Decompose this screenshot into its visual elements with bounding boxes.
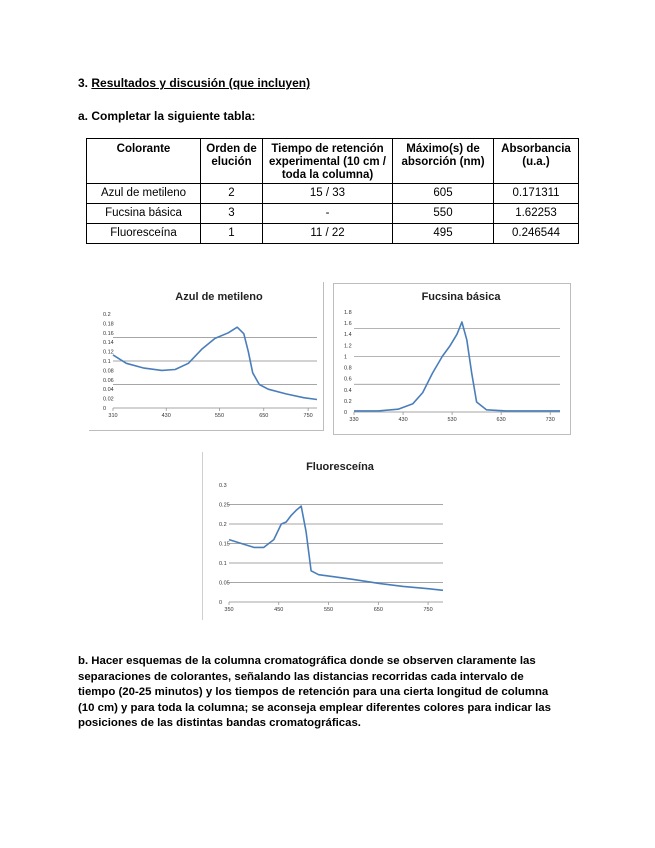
y-tick-label: 0.2 [344, 398, 352, 405]
section-heading [78, 76, 310, 90]
table-cell: 1 [201, 224, 263, 244]
y-tick-label: 0.04 [103, 387, 114, 394]
table-cell: Azul de metileno [87, 184, 201, 204]
x-tick-label: 650 [259, 413, 269, 419]
series-line [229, 506, 443, 590]
y-tick-label: 1 [344, 354, 348, 361]
x-tick-label: 750 [303, 413, 313, 419]
table-cell: 0.246544 [494, 224, 579, 244]
table-row [87, 224, 579, 244]
y-tick-label: 0.8 [344, 365, 352, 372]
y-tick-label: 0.08 [103, 368, 114, 375]
section-number: 3. [78, 76, 89, 90]
y-tick-label: 0.02 [103, 396, 114, 403]
x-tick-label: 330 [349, 417, 359, 423]
y-tick-label: 0.4 [344, 387, 352, 394]
results-table [86, 138, 579, 244]
table-cell: 3 [201, 204, 263, 224]
table-header-row [87, 139, 579, 184]
paragraph-line: tiempo (20-25 minutos) y los tiempos de retención para una cierta longitud de columna [78, 686, 549, 698]
y-tick-label: 0.2 [103, 312, 111, 318]
chart-fucsina-basica [333, 283, 571, 435]
table-cell: 11 / 22 [263, 224, 393, 244]
y-tick-label: 0 [103, 406, 107, 412]
y-tick-label: 0 [219, 600, 223, 606]
y-tick-label: 0.25 [219, 502, 230, 509]
x-tick-label: 630 [496, 417, 506, 423]
x-tick-label: 550 [214, 413, 225, 419]
x-tick-label: 430 [161, 413, 171, 419]
y-tick-label: 0.3 [219, 483, 227, 489]
table-cell: Fucsina básica [87, 204, 201, 224]
table-row [87, 204, 579, 224]
y-tick-label: 0.1 [103, 359, 111, 365]
header-orden: Orden de elución [201, 139, 263, 184]
paragraph-line: separaciones de colorantes, señalando las distancias recorridas cada intervalo de [78, 670, 524, 683]
table-cell: 2 [201, 184, 263, 204]
chart-fluoresceina [202, 452, 448, 620]
y-tick-label: 1.4 [344, 332, 352, 339]
y-tick-label: 0.05 [219, 580, 230, 587]
x-tick-label: 750 [423, 607, 433, 613]
x-tick-label: 550 [323, 607, 334, 613]
table-cell: Fluoresceína [87, 224, 201, 244]
paragraph-line: (10 cm) y para toda la columna; se aconseja emplear diferentes colores para indicar las [78, 701, 551, 714]
chart-svg [334, 284, 570, 434]
x-tick-label: 310 [108, 413, 118, 419]
chart-title: Fucsina básica [421, 291, 501, 303]
y-tick-label: 1.2 [344, 343, 352, 350]
table-row [87, 184, 579, 204]
header-colorante: Colorante [87, 139, 201, 184]
x-tick-label: 650 [373, 607, 383, 613]
x-tick-label: 350 [224, 607, 234, 613]
y-tick-label: 0.12 [103, 349, 114, 356]
paragraph-line: b. Hacer esquemas de la columna cromatográfica donde se observen claramente las [78, 655, 536, 667]
section-title: Resultados y discusión (que incluyen) [91, 76, 311, 90]
table-cell: 15 / 33 [263, 184, 393, 204]
paragraph-line: posiciones de las distintas bandas cromatográficas. [78, 717, 361, 729]
y-tick-label: 0.16 [103, 330, 114, 337]
header-absorbancia: Absorbancia (u.a.) [494, 139, 579, 184]
table-cell: 0.171311 [494, 184, 579, 204]
header-tiempo: Tiempo de retención experimental (10 cm / toda la columna) [263, 139, 393, 184]
y-tick-label: 0 [344, 410, 348, 416]
table-cell: - [263, 204, 393, 224]
y-tick-label: 0.18 [103, 321, 114, 328]
part-b-paragraph [78, 654, 578, 732]
y-tick-label: 0.6 [344, 376, 352, 383]
series-line [354, 322, 560, 411]
table-cell: 495 [393, 224, 494, 244]
y-tick-label: 1.8 [344, 310, 352, 316]
part-a-heading: a. Completar la siguiente tabla: [78, 109, 256, 123]
y-tick-label: 0.1 [219, 561, 227, 567]
series-line [113, 327, 317, 399]
y-tick-label: 1.6 [344, 321, 352, 328]
x-tick-label: 430 [398, 417, 408, 423]
y-tick-label: 0.06 [103, 377, 114, 384]
y-tick-label: 0.15 [219, 541, 230, 548]
chart-title: Fluoresceína [306, 461, 374, 473]
x-tick-label: 530 [447, 417, 457, 423]
x-tick-label: 730 [545, 417, 555, 423]
y-tick-label: 0.2 [219, 522, 227, 528]
chart-azul-de-metileno [89, 282, 324, 431]
x-tick-label: 450 [274, 607, 284, 613]
y-tick-label: 0.14 [103, 340, 114, 347]
table-cell: 550 [393, 204, 494, 224]
chart-svg [89, 282, 323, 430]
chart-svg [203, 452, 448, 620]
header-maximo: Máximo(s) de absorción (nm) [393, 139, 494, 184]
table-cell: 605 [393, 184, 494, 204]
chart-title: Azul de metileno [175, 291, 263, 303]
table-cell: 1.62253 [494, 204, 579, 224]
